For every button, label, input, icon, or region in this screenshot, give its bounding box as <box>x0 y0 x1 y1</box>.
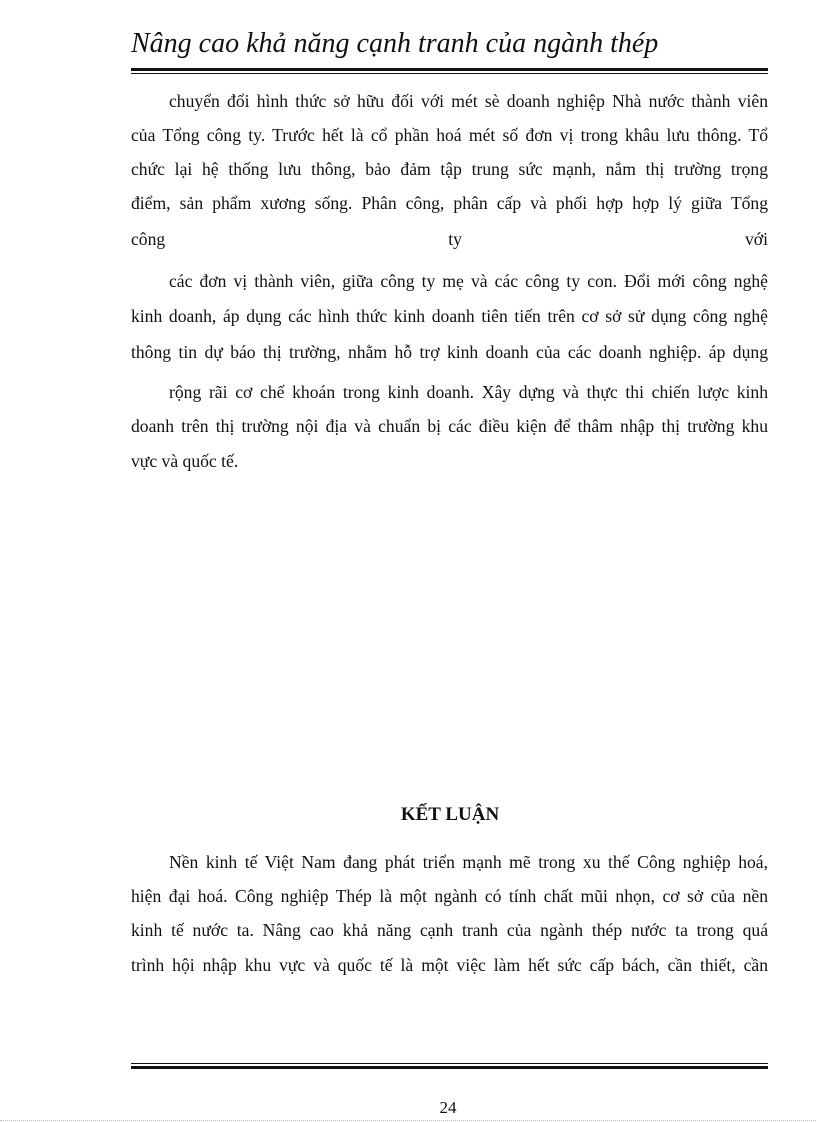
section-heading-conclusion: KẾT LUẬN <box>400 804 500 825</box>
page-bottom-dotted-border <box>0 1120 816 1121</box>
spread-word-1: công <box>131 229 166 249</box>
header-rule-thick <box>131 68 768 71</box>
conclusion-line-4: trình hội nhập khu vực và quốc tế là một việc làm hết sức cấp bách, cần thiết, cần <box>131 955 768 975</box>
spread-word-2: ty <box>448 229 462 249</box>
paragraph-3-line-3: vực và quốc tế. <box>131 451 239 471</box>
paragraph-1-line-3: chức lại hệ thống lưu thông, bảo đảm tập trung sức mạnh, nắm thị trường trọng <box>131 159 768 179</box>
paragraph-3-line-1: rộng rãi cơ chế khoán trong kinh doanh. Xây dựng và thực thi chiến lược kinh <box>169 382 768 402</box>
paragraph-2-line-3: thông tin dự báo thị trường, nhằm hỗ trợ kinh doanh của các doanh nghiệp. áp dụng <box>131 342 768 362</box>
paragraph-1-line-2: của Tổng công ty. Trước hết là cổ phần hoá mét số đơn vị trong khâu lưu thông. Tổ <box>131 125 768 145</box>
footer-rule-thin <box>131 1063 768 1064</box>
paragraph-1-spread-line <box>131 227 768 251</box>
header-rule-thin <box>131 73 768 74</box>
paragraph-2-line-1: các đơn vị thành viên, giữa công ty mẹ và các công ty con. Đổi mới công nghệ <box>169 271 768 291</box>
paragraph-2-line-2: kinh doanh, áp dụng các hình thức kinh doanh tiên tiến trên cơ sở sử dụng công nghệ <box>131 306 768 326</box>
footer-rule-thick <box>131 1066 768 1069</box>
conclusion-line-3: kinh tế nước ta. Nâng cao khả năng cạnh tranh của ngành thép nước ta trong quá <box>131 920 768 940</box>
paragraph-1-line-4: điểm, sản phẩm xương sống. Phân công, phân cấp và phối hợp hợp lý giữa Tổng <box>131 193 768 213</box>
paragraph-3-line-2: doanh trên thị trường nội địa và chuẩn bị các điều kiện để thâm nhập thị trường khu <box>131 416 768 436</box>
page-number: 24 <box>439 1098 457 1117</box>
spread-word-3: với <box>744 229 768 249</box>
conclusion-line-2: hiện đại hoá. Công nghiệp Thép là một ngành có tính chất mũi nhọn, cơ sở của nền <box>131 886 768 906</box>
paragraph-1-line-1: chuyển đổi hình thức sở hữu đối với mét sè doanh nghiệp Nhà nước thành viên <box>169 91 768 111</box>
conclusion-line-1: Nền kinh tế Việt Nam đang phát triển mạnh mẽ trong xu thế Công nghiệp hoá, <box>169 852 768 872</box>
running-header-title: Nâng cao khả năng cạnh tranh của ngành thép <box>131 28 659 59</box>
